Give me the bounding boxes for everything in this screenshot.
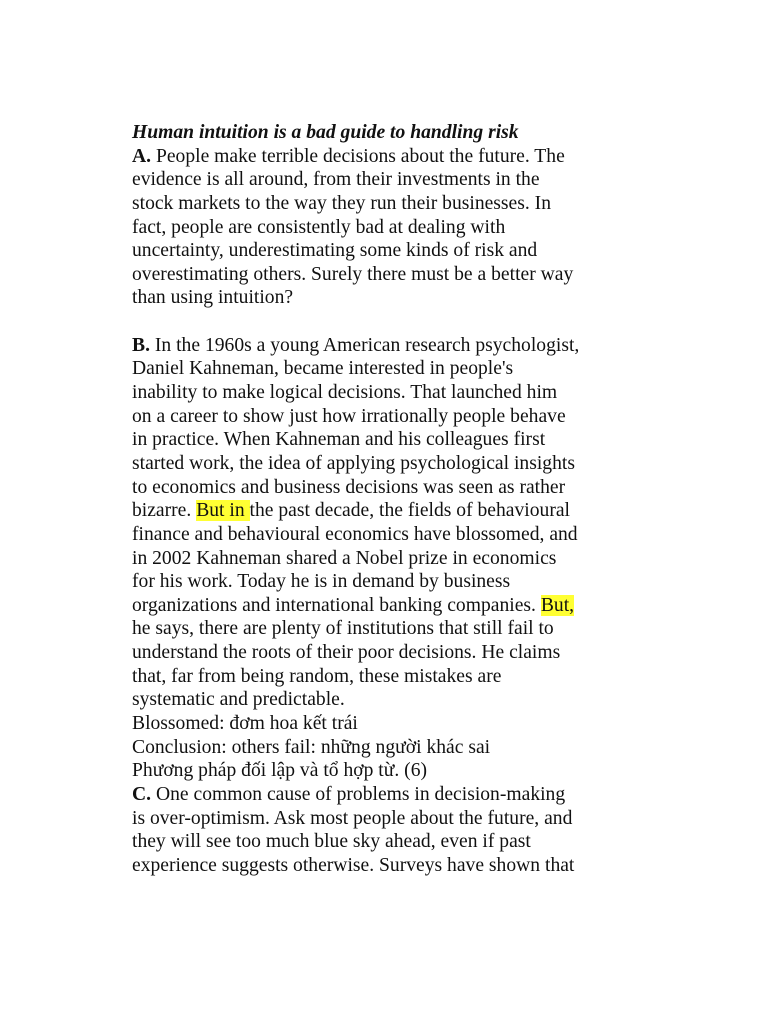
paragraph-a-line: than using intuition? [132,287,294,309]
paragraph-b-line: that, far from being random, these mistakes are [132,665,502,687]
vocabulary-note: Blossomed: đơm hoa kết trái [132,713,358,735]
paragraph-b-line: to economics and business decisions was seen as rather [132,476,566,498]
paragraph-a-label: A. [132,145,152,167]
document-page [132,121,652,878]
vocabulary-note: Phương pháp đối lập và tổ hợp từ. (6) [132,760,428,782]
paragraph-c-line: experience suggests otherwise. Surveys have shown that [132,854,575,876]
paragraph-b-line: started work, the idea of applying psychological insights [132,452,575,474]
paragraph-b-line-highlighted: organizations and international banking companies. But, [132,594,575,616]
vocabulary-note: Conclusion: others fail: những người khác sai [132,736,491,758]
document-title: Human intuition is a bad guide to handling risk [132,122,519,143]
paragraph-c-label: C. [132,783,152,805]
paragraph-b-line: on a career to show just how irrationally people behave [132,405,566,427]
paragraph-b-line: in practice. When Kahneman and his colleagues first [132,429,546,451]
paragraph-b-line: finance and behavioural economics have blossomed, and [132,523,578,545]
highlighted-text: But, [540,594,575,616]
paragraph-b-line: he says, there are plenty of institutions that still fail to [132,618,554,640]
paragraph-a-line: uncertainty, underestimating some kinds of risk and [132,240,538,262]
paragraph-a-line-1: A. People make terrible decisions about the future. The [132,145,565,167]
paragraph-c-line: they will see too much blue sky ahead, even if past [132,831,531,853]
paragraph-b-line: understand the roots of their poor decisions. He claims [132,642,561,664]
paragraph-b-line-1: B. In the 1960s a young American research psychologist, [132,334,580,356]
paragraph-b-line: for his work. Today he is in demand by business [132,571,511,593]
paragraph-b-line-highlighted: bizarre. But in the past decade, the fields of behavioural [132,500,570,522]
paragraph-b-line: inability to make logical decisions. That launched him [132,382,558,404]
highlighted-text: But in [196,500,250,522]
paragraph-spacer [132,310,652,334]
paragraph-a-line: fact, people are consistently bad at dealing with [132,216,506,238]
paragraph-a-line: overestimating others. Surely there must be a better way [132,263,574,285]
paragraph-c-line-1: C. One common cause of problems in decision-making [132,783,566,805]
paragraph-b-line: in 2002 Kahneman shared a Nobel prize in economics [132,547,557,569]
paragraph-c-line: is over-optimism. Ask most people about the future, and [132,807,573,829]
paragraph-a-line: evidence is all around, from their investments in the [132,169,540,191]
paragraph-b-line: Daniel Kahneman, became interested in people's [132,358,514,380]
paragraph-b-label: B. [132,334,150,356]
paragraph-b-line: systematic and predictable. [132,689,345,711]
paragraph-a-line: stock markets to the way they run their businesses. In [132,192,551,214]
